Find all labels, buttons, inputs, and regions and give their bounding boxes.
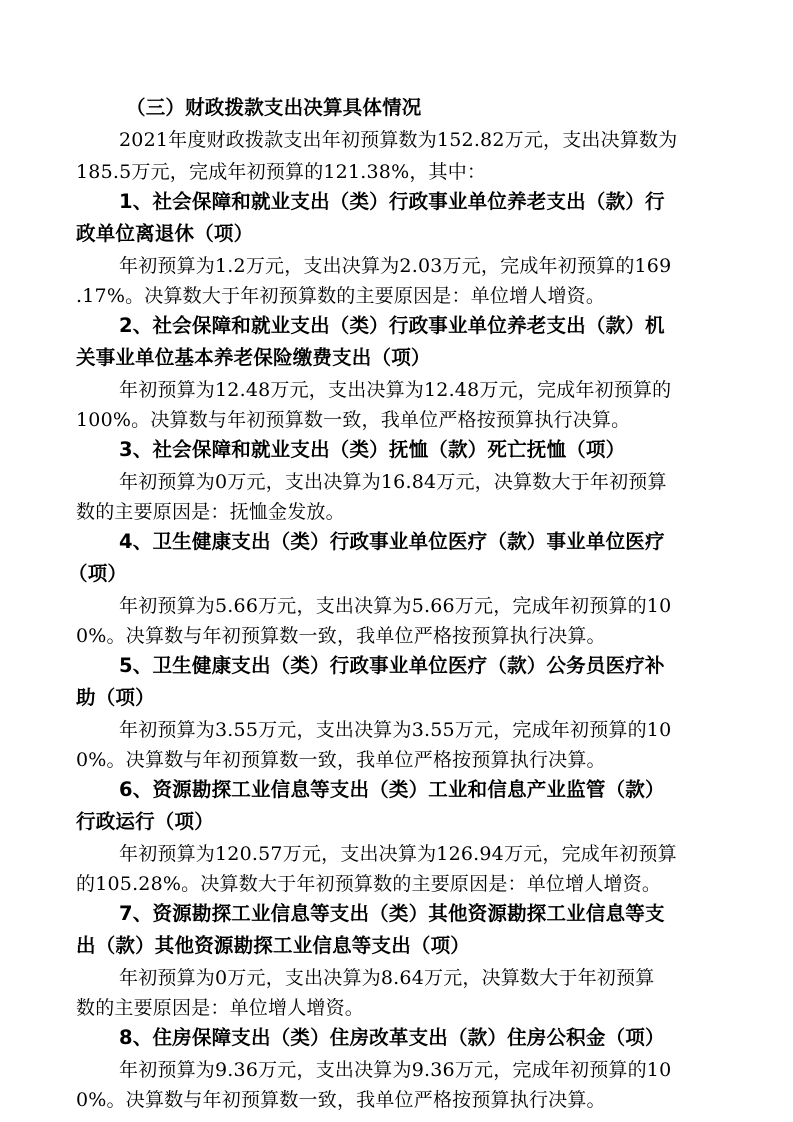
item-8-body-line-1: 年初预算为9.36万元，支出决算为9.36万元，完成年初预算的10 (119, 1059, 672, 1081)
item-1-body-line-2: .17%。决算数大于年初预算数的主要原因是：单位增人增资。 (76, 285, 606, 307)
item-5-heading-line-1: 5、卫生健康支出（类）行政事业单位医疗（款）公务员医疗补 (119, 654, 665, 677)
item-6-heading-line-1: 6、资源勘探工业信息等支出（类）工业和信息产业监管（款） (119, 778, 665, 801)
intro-line-1: 2021年度财政拨款支出年初预算数为152.82万元，支出决算数为 (119, 129, 678, 151)
item-6-heading-line-2: 行政运行（项） (76, 810, 214, 833)
item-4-body-line-1: 年初预算为5.66万元，支出决算为5.66万元，完成年初预算的10 (119, 595, 672, 617)
item-3-heading-line-1: 3、社会保障和就业支出（类）抚恤（款）死亡抚恤（项） (119, 438, 626, 461)
item-6-body-line-2: 的105.28%。决算数大于年初预算数的主要原因是：单位增人增资。 (76, 873, 662, 895)
item-7-heading-line-1: 7、资源勘探工业信息等支出（类）其他资源勘探工业信息等支 (119, 902, 665, 925)
item-8-heading-line-1: 8、住房保障支出（类）住房改革支出（款）住房公积金（项） (119, 1026, 665, 1049)
item-4-heading-line-2: （项） (68, 562, 128, 585)
item-6-body-line-1: 年初预算为120.57万元，支出决算为126.94万元，完成年初预算 (119, 843, 677, 865)
item-4-heading-line-1: 4、卫生健康支出（类）行政事业单位医疗（款）事业单位医疗 (119, 530, 665, 553)
section-title: （三）财政拨款支出决算具体情况 (126, 96, 422, 119)
item-1-body-line-1: 年初预算为1.2万元，支出决算为2.03万元，完成年初预算的169 (119, 255, 672, 277)
item-5-body-line-2: 0%。决算数与年初预算数一致，我单位严格按预算执行决算。 (76, 749, 606, 771)
item-3-body-line-1: 年初预算为0万元，支出决算为16.84万元，决算数大于年初预算 (119, 471, 667, 493)
item-1-heading-line-2: 政单位离退休（项） (76, 222, 254, 245)
item-2-body-line-2: 100%。决算数与年初预算数一致，我单位严格按预算执行决算。 (76, 409, 631, 431)
item-3-body-line-2: 数的主要原因是：抚恤金发放。 (76, 501, 345, 523)
item-5-body-line-1: 年初预算为3.55万元，支出决算为3.55万元，完成年初预算的10 (119, 719, 672, 741)
item-2-heading-line-2: 关事业单位基本养老保险缴费支出（项） (76, 346, 431, 369)
item-7-body-line-2: 数的主要原因是：单位增人增资。 (76, 997, 365, 1019)
item-2-heading-line-1: 2、社会保障和就业支出（类）行政事业单位养老支出（款）机 (119, 314, 665, 337)
item-1-heading-line-1: 1、社会保障和就业支出（类）行政事业单位养老支出（款）行 (119, 190, 665, 213)
item-7-heading-line-2: 出（款）其他资源勘探工业信息等支出（项） (76, 934, 471, 957)
item-2-body-line-1: 年初预算为12.48万元，支出决算为12.48万元，完成年初预算的 (119, 379, 672, 401)
item-8-body-line-2: 0%。决算数与年初预算数一致，我单位严格按预算执行决算。 (76, 1089, 606, 1111)
item-7-body-line-1: 年初预算为0万元，支出决算为8.64万元，决算数大于年初预算 (119, 967, 655, 989)
item-5-heading-line-2: 助（项） (76, 686, 155, 709)
item-4-body-line-2: 0%。决算数与年初预算数一致，我单位严格按预算执行决算。 (76, 625, 606, 647)
intro-line-2: 185.5万元，完成年初预算的121.38%，其中： (76, 161, 487, 183)
